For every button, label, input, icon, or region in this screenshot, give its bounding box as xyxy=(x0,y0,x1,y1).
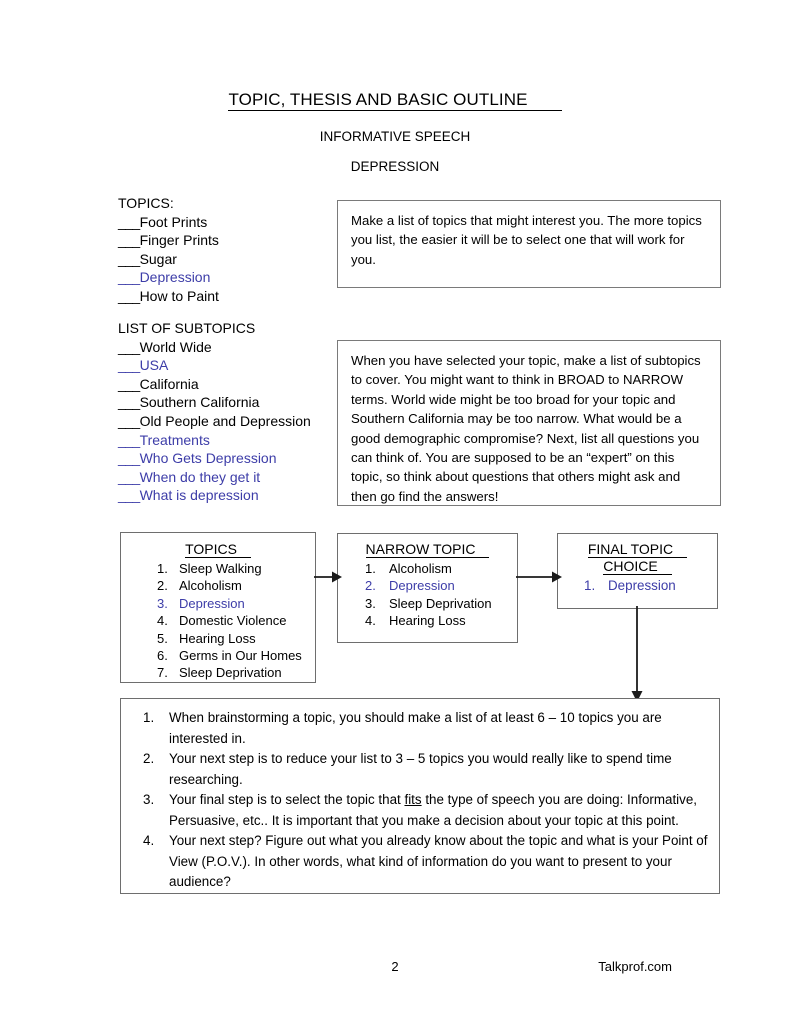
flowchart-list-item-label: Sleep Deprivation xyxy=(389,595,492,611)
checklist-item-label: Southern California xyxy=(139,394,260,411)
checklist-blank: ___ xyxy=(118,213,140,230)
arrow-right-icon-narrow-to-final xyxy=(516,570,562,584)
checklist-item[interactable] xyxy=(118,375,311,394)
checklist-item[interactable] xyxy=(118,338,311,357)
checklist-item-label: California xyxy=(139,375,199,392)
footer-page-number: 2 xyxy=(391,959,399,974)
subtopics-checklist-heading: LIST OF SUBTOPICS xyxy=(118,320,256,336)
checklist-item[interactable] xyxy=(118,449,311,468)
steps-list-item-number: 3. xyxy=(143,792,155,807)
checklist-item-label: Depression xyxy=(139,269,211,286)
subtitle-topic: DEPRESSION xyxy=(350,159,440,174)
arrow-right-icon-topics-to-narrow xyxy=(314,570,342,584)
instruction-box-topics xyxy=(337,200,721,288)
steps-list-item xyxy=(131,749,709,790)
flowchart-list-item-label: Domestic Violence xyxy=(179,613,287,629)
steps-list-item-number: 1. xyxy=(143,710,155,725)
checklist-item-label: Old People and Depression xyxy=(139,412,311,429)
flowchart-list-item-label: Alcoholism xyxy=(179,578,242,594)
flowchart-list-item-number: 2. xyxy=(157,578,168,594)
flowchart-list-item xyxy=(365,560,517,577)
checklist-item[interactable] xyxy=(118,393,311,412)
flowchart-list-item-label: Alcoholism xyxy=(389,561,452,576)
checklist-blank: ___ xyxy=(118,269,140,286)
footer-site-name: Talkprof.com xyxy=(598,959,672,974)
steps-list-item-number: 2. xyxy=(143,751,155,766)
steps-list xyxy=(131,708,709,893)
flowchart-box-topics-list xyxy=(157,560,315,682)
flowchart-box-narrow-topic xyxy=(337,533,518,643)
checklist-item-label: Finger Prints xyxy=(139,232,219,249)
flowchart-box-final-choice xyxy=(557,533,718,609)
flowchart-list-item-label: Hearing Loss xyxy=(389,613,466,629)
topics-checklist xyxy=(118,194,219,306)
flowchart-list-item-number: 5. xyxy=(157,630,168,646)
flowchart-list-item xyxy=(365,595,517,612)
flowchart-list-item xyxy=(157,577,315,594)
flowchart-list-item xyxy=(157,595,315,612)
checklist-item[interactable] xyxy=(118,287,219,306)
checklist-item[interactable] xyxy=(118,250,219,269)
checklist-blank: ___ xyxy=(118,357,140,374)
checklist-blank: ___ xyxy=(118,468,140,485)
steps-list-item-text: fits xyxy=(404,792,422,807)
flowchart-list-item-number: 1. xyxy=(365,561,376,576)
flowchart-list-item-number: 1. xyxy=(157,561,168,576)
checklist-blank: ___ xyxy=(118,287,140,304)
instruction-box-topics-text: Make a list of topics that might interest you. The more topics you list, the easier it will be to select one that will work for you. xyxy=(351,213,702,267)
subtopics-checklist-items xyxy=(118,338,311,505)
flowchart-box-final-choice-title-line1: FINAL TOPIC xyxy=(558,541,717,558)
flowchart-list-item-label: Germs in Our Homes xyxy=(179,648,302,664)
checklist-item[interactable] xyxy=(118,231,219,250)
flowchart-list-item xyxy=(157,560,315,577)
flowchart-list-item-label: Hearing Loss xyxy=(179,630,256,646)
flowchart-box-final-choice-list xyxy=(584,577,717,594)
checklist-item-label: Sugar xyxy=(139,250,177,267)
steps-list-item xyxy=(131,831,709,893)
instruction-box-steps xyxy=(120,698,720,894)
checklist-blank: ___ xyxy=(118,338,140,355)
flowchart-box-narrow-topic-title: NARROW TOPIC xyxy=(338,541,517,558)
checklist-blank: ___ xyxy=(118,450,140,467)
checklist-item-label: Treatments xyxy=(139,431,210,448)
checklist-item[interactable] xyxy=(118,486,311,505)
flowchart-list-item-number: 6. xyxy=(157,648,168,664)
checklist-blank: ___ xyxy=(118,375,140,392)
instruction-box-subtopics-text: When you have selected your topic, make a list of subtopics to cover. You might want to think in BROAD to NARROW terms. World wide might be too broad for your topic and Southern California may be too narrow. What would be a good demographic compromise? Next, list all questions you can think of. You are supposed to be an “expert” on this topic, so think about questions that others might ask and then go find the answers! xyxy=(351,353,701,504)
steps-list-item-text: Your final step is to select the topic that xyxy=(169,792,405,807)
page-title xyxy=(0,90,790,110)
steps-list-item-text: the type of speech you are doing: Informative, Persuasive, etc.. It is important that you make a decision about your topic at this point. xyxy=(169,792,698,828)
flowchart-list-item-number: 4. xyxy=(365,613,376,629)
checklist-item[interactable] xyxy=(118,468,311,487)
flowchart-list-item-number: 1. xyxy=(584,578,596,593)
checklist-blank: ___ xyxy=(118,394,140,411)
flowchart-list-item-label: Depression xyxy=(608,578,676,593)
checklist-item-label: Foot Prints xyxy=(139,213,208,230)
steps-list-item-text: When brainstorming a topic, you should make a list of at least 6 – 10 topics you are interested in. xyxy=(169,710,662,746)
checklist-item-label: World Wide xyxy=(139,338,212,355)
checklist-blank: ___ xyxy=(118,412,140,429)
flowchart-list-item-label: Depression xyxy=(389,578,455,594)
subtopics-checklist xyxy=(118,319,311,505)
flowchart-list-item xyxy=(157,612,315,629)
arrow-down-icon-final-to-steps xyxy=(630,606,644,702)
checklist-item-label: How to Paint xyxy=(139,287,219,304)
flowchart-list-item-number: 2. xyxy=(365,578,376,594)
flowchart-box-final-choice-title-line2: CHOICE xyxy=(558,558,717,575)
checklist-item-label: What is depression xyxy=(139,487,259,504)
steps-list-item-text: Your next step is to reduce your list to 3 – 5 topics you would really like to spend time researching. xyxy=(169,751,672,787)
checklist-item-label: Who Gets Depression xyxy=(139,450,277,467)
flowchart-box-narrow-topic-list xyxy=(365,560,517,630)
checklist-item[interactable] xyxy=(118,268,219,287)
checklist-item-label: USA xyxy=(139,357,169,374)
checklist-item[interactable] xyxy=(118,431,311,450)
subtitle-speech-type: INFORMATIVE SPEECH xyxy=(319,129,471,144)
flowchart-list-item-number: 7. xyxy=(157,665,168,681)
flowchart-list-item xyxy=(365,612,517,629)
checklist-item-label: When do they get it xyxy=(139,468,261,485)
steps-list-item xyxy=(131,708,709,749)
checklist-blank: ___ xyxy=(118,431,140,448)
instruction-box-subtopics xyxy=(337,340,721,506)
flowchart-list-item-number: 4. xyxy=(157,613,168,629)
flowchart-list-item xyxy=(157,647,315,664)
checklist-blank: ___ xyxy=(118,250,140,267)
page-title-text: TOPIC, THESIS AND BASIC OUTLINE xyxy=(228,90,561,111)
flowchart-list-item xyxy=(584,577,717,594)
flowchart-list-item xyxy=(157,630,315,647)
flowchart-list-item-number: 3. xyxy=(365,595,376,611)
flowchart-list-item-label: Sleep Walking xyxy=(179,561,262,576)
checklist-blank: ___ xyxy=(118,487,140,504)
steps-list-item xyxy=(131,790,709,831)
flowchart-list-item xyxy=(365,577,517,594)
flowchart-list-item-label: Sleep Deprivation xyxy=(179,665,282,681)
flowchart-box-topics xyxy=(120,532,316,683)
flowchart-list-item xyxy=(157,664,315,681)
flowchart-list-item-number: 3. xyxy=(157,595,168,611)
checklist-blank: ___ xyxy=(118,232,140,249)
topics-checklist-heading: TOPICS: xyxy=(118,195,174,211)
checklist-item[interactable] xyxy=(118,213,219,232)
checklist-item[interactable] xyxy=(118,412,311,431)
checklist-item[interactable] xyxy=(118,356,311,375)
topics-checklist-items xyxy=(118,213,219,306)
flowchart-box-topics-title: TOPICS xyxy=(121,541,315,558)
flowchart-list-item-label: Depression xyxy=(179,595,245,611)
steps-list-item-number: 4. xyxy=(143,833,155,848)
steps-list-item-text: Your next step? Figure out what you already know about the topic and what is your Point of View (P.O.V.). In other words, what kind of information do you want to present to your audience? xyxy=(169,833,708,889)
